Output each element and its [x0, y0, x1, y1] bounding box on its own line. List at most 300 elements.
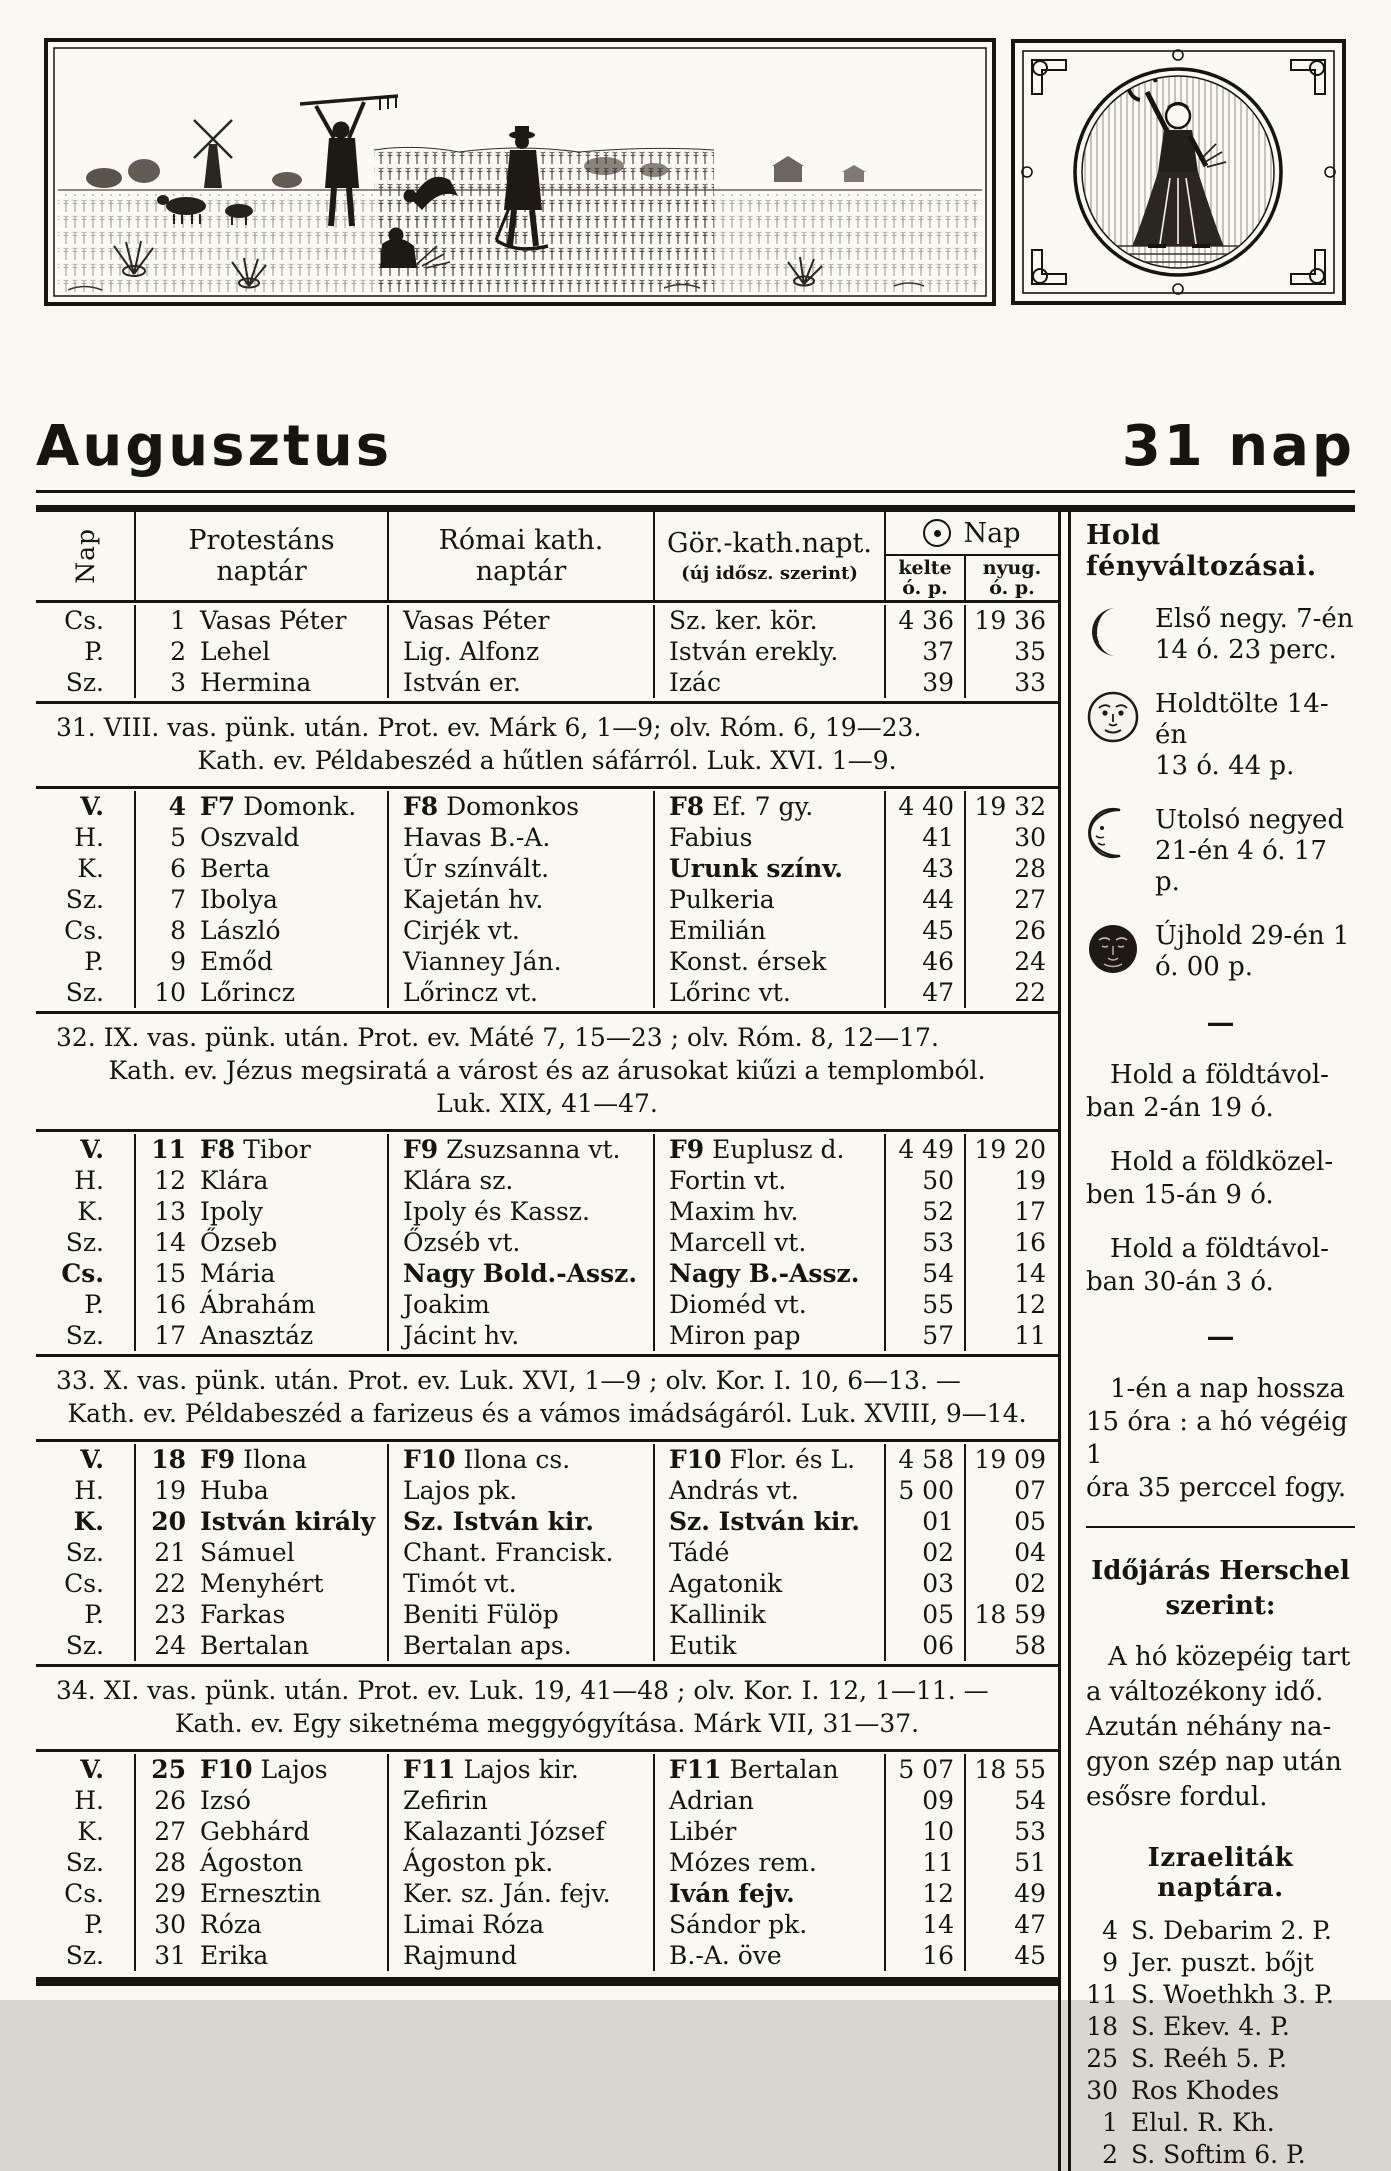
name-text: F8 [403, 792, 439, 821]
day-count: 31 nap [1121, 414, 1355, 479]
name-text: Flor. és L. [721, 1445, 856, 1474]
sunrise-cell: 03 [886, 1568, 966, 1599]
sunrise-cell: 57 [886, 1320, 966, 1351]
protestant-cell [136, 1940, 389, 1971]
entry-day-number: 25 [1086, 2044, 1118, 2073]
roman-catholic-cell [389, 791, 655, 822]
day-abbrev: V. [36, 791, 136, 822]
day-number: 31 [154, 1941, 186, 1970]
protestant-cell [136, 667, 389, 698]
name-text: F8 [200, 1135, 236, 1164]
name-text: Euplusz d. [704, 1135, 845, 1164]
name-text: Ilona cs. [455, 1445, 571, 1474]
day-abbrev: P. [36, 1909, 136, 1940]
entry-day-number: 9 [1102, 1948, 1118, 1977]
entry-text: Ros Khodes [1131, 2076, 1280, 2105]
table-row [36, 1909, 1058, 1940]
sunset-cell: 54 [1014, 1786, 1046, 1815]
name-text: Emilián [669, 916, 766, 945]
table-row [36, 1196, 1058, 1227]
greek-catholic-cell [655, 1909, 886, 1940]
protestant-cell [136, 822, 389, 853]
roman-catholic-cell [389, 605, 655, 636]
sunset-cell: 19 20 [974, 1135, 1046, 1164]
israelite-calendar-entry [1086, 2043, 1355, 2075]
roman-catholic-cell [389, 1940, 655, 1971]
day-number: 2 [170, 637, 186, 666]
greek-catholic-cell [655, 1878, 886, 1909]
name-text: Ibolya [200, 885, 278, 914]
protestant-cell [136, 1196, 389, 1227]
name-text: Zsuzsanna vt. [438, 1135, 621, 1164]
entry-day-number: 11 [1086, 1980, 1118, 2009]
sunset-cell: 30 [1014, 823, 1046, 852]
greek-catholic-cell [655, 853, 886, 884]
name-text: Nagy B.-Assz. [669, 1259, 860, 1288]
name-text: Sámuel [200, 1538, 295, 1567]
name-text: Klára [200, 1166, 269, 1195]
day-number: 30 [154, 1910, 186, 1939]
day-number: 3 [170, 668, 186, 697]
day-abbrev: K. [36, 1196, 136, 1227]
name-text: László [200, 916, 281, 945]
sunset-cell: 22 [1014, 978, 1046, 1007]
sunset-cell: 47 [1014, 1910, 1046, 1939]
name-text: F10 [403, 1445, 456, 1474]
day-number: 7 [170, 885, 186, 914]
roman-catholic-cell [389, 853, 655, 884]
name-text: Anasztáz [200, 1321, 314, 1350]
sunset-cell: 04 [1014, 1538, 1046, 1567]
sunset-cell: 05 [1014, 1507, 1046, 1536]
table-row [36, 915, 1058, 946]
sunrise-cell: 11 [886, 1847, 966, 1878]
first-quarter-moon-icon [1086, 605, 1140, 659]
header-roman-catholic: Római kath. naptár [389, 512, 655, 600]
sunset-cell: 11 [1014, 1321, 1046, 1350]
name-text: Nagy Bold.-Assz. [403, 1259, 638, 1288]
name-text: Iván fejv. [669, 1879, 795, 1908]
protestant-cell [136, 977, 389, 1008]
roman-catholic-cell [389, 1258, 655, 1289]
day-number: 18 [151, 1445, 186, 1474]
name-text: Huba [200, 1476, 269, 1505]
day-number: 19 [154, 1476, 186, 1505]
name-text: Tádé [669, 1538, 730, 1567]
name-text: Lőrincz vt. [403, 978, 538, 1007]
sunset-cell: 19 32 [974, 792, 1046, 821]
name-text: Kajetán hv. [403, 885, 544, 914]
protestant-cell [136, 1134, 389, 1165]
sunrise-cell: 06 [886, 1630, 966, 1661]
greek-catholic-cell [655, 1475, 886, 1506]
name-text: Ipoly és Kassz. [403, 1197, 590, 1226]
greek-catholic-cell [655, 1320, 886, 1351]
name-text: Őzseb [200, 1228, 278, 1257]
roman-catholic-cell [389, 1196, 655, 1227]
day-abbrev: P. [36, 946, 136, 977]
moon-phase-item: Első negy. 7-én 14 ó. 23 perc. [1086, 604, 1355, 666]
protestant-cell [136, 1506, 389, 1537]
header-day-label: Nap [70, 528, 100, 584]
protestant-cell [136, 1537, 389, 1568]
day-abbrev: Cs. [36, 1568, 136, 1599]
entry-text: S. Woethkh 3. P. [1131, 1980, 1334, 2009]
day-number: 29 [154, 1879, 186, 1908]
name-text: Menyhért [200, 1569, 324, 1598]
greek-catholic-cell [655, 605, 886, 636]
week-rows [36, 1442, 1058, 1664]
table-row [36, 1258, 1058, 1289]
moon-phase-item: Holdtölte 14-én 13 ó. 44 p. [1086, 689, 1355, 782]
name-text: Domonkos [438, 792, 580, 821]
name-text: Jácint hv. [403, 1321, 520, 1350]
day-number: 28 [154, 1848, 186, 1877]
table-row [36, 1134, 1058, 1165]
name-text: F8 [669, 792, 705, 821]
header-sunrise: kelte ó. p. [886, 556, 966, 600]
day-abbrev: Sz. [36, 1537, 136, 1568]
sunrise-cell: 52 [886, 1196, 966, 1227]
sunrise-cell: 4 36 [886, 605, 966, 636]
israelite-calendar-entry [1086, 2139, 1355, 2171]
table-row [36, 1506, 1058, 1537]
name-text: Lőrincz [200, 978, 295, 1007]
week-note [36, 1354, 1058, 1442]
table-row [36, 605, 1058, 636]
day-abbrev: P. [36, 1289, 136, 1320]
table-row [36, 667, 1058, 698]
greek-catholic-cell [655, 1444, 886, 1475]
table-row [36, 1878, 1058, 1909]
name-text: Fortin vt. [669, 1166, 787, 1195]
weather-forecast: A hó közepéig tart a változékony idő. Azután néhány na- gyon szép nap után esősre fordul. [1086, 1642, 1351, 1812]
name-text: F9 [200, 1445, 236, 1474]
calendar-main [36, 490, 1355, 2171]
day-number: 17 [154, 1321, 186, 1350]
protestant-cell [136, 1320, 389, 1351]
name-text: Ef. 7 gy. [704, 792, 814, 821]
protestant-cell [136, 1444, 389, 1475]
name-text: Vasas Péter [200, 606, 347, 635]
name-text: Ilona [235, 1445, 308, 1474]
roman-catholic-cell [389, 667, 655, 698]
sunset-cell: 17 [1014, 1197, 1046, 1226]
day-number: 8 [170, 916, 186, 945]
greek-catholic-cell [655, 1568, 886, 1599]
name-text: Ernesztin [200, 1879, 322, 1908]
name-text: Libér [669, 1817, 737, 1846]
header-sun [886, 512, 1058, 600]
roman-catholic-cell [389, 1785, 655, 1816]
day-number: 13 [154, 1197, 186, 1226]
name-text: Lajos [252, 1755, 328, 1784]
table-row [36, 1785, 1058, 1816]
day-number: 20 [151, 1507, 186, 1536]
day-number: 25 [151, 1755, 186, 1784]
name-text: Vianney Ján. [403, 947, 562, 976]
greek-catholic-cell [655, 946, 886, 977]
week-note [36, 1664, 1058, 1752]
name-text: Pulkeria [669, 885, 775, 914]
protestant-cell [136, 1909, 389, 1940]
name-text: Ipoly [200, 1197, 264, 1226]
name-text: Adrian [669, 1786, 755, 1815]
roman-catholic-cell [389, 1134, 655, 1165]
header-sunset: nyug. ó. p. [982, 557, 1042, 599]
protestant-cell [136, 1568, 389, 1599]
roman-catholic-cell [389, 1847, 655, 1878]
day-number: 10 [154, 978, 186, 1007]
sunrise-cell: 02 [886, 1537, 966, 1568]
greek-catholic-cell [655, 1537, 886, 1568]
greek-catholic-cell [655, 1258, 886, 1289]
greek-catholic-cell [655, 791, 886, 822]
protestant-cell [136, 1289, 389, 1320]
sunrise-cell: 16 [886, 1940, 966, 1971]
day-abbrev: P. [36, 1599, 136, 1630]
table-row [36, 1227, 1058, 1258]
name-text: Kallinik [669, 1600, 766, 1629]
name-text: Lajos kir. [455, 1755, 579, 1784]
entry-text: S. Debarim 2. P. [1131, 1916, 1332, 1945]
name-text: István király [200, 1507, 376, 1536]
top-double-rule [36, 490, 1355, 512]
table-sidebar-divider [1058, 512, 1071, 2171]
sunset-cell: 51 [1014, 1848, 1046, 1877]
name-text: F9 [669, 1135, 705, 1164]
name-text: Emőd [200, 947, 274, 976]
greek-catholic-cell [655, 1785, 886, 1816]
table-row [36, 1754, 1058, 1785]
week-note-line: Kath. ev. Példabeszéd a farizeus és a vámos imádságáról. Luk. XVIII, 9—14. [67, 1399, 1027, 1428]
day-abbrev: V. [36, 1444, 136, 1475]
name-text: Rajmund [403, 1941, 517, 1970]
day-number: 26 [154, 1786, 186, 1815]
greek-catholic-cell [655, 1196, 886, 1227]
week-rows [36, 1132, 1058, 1354]
roman-catholic-cell [389, 1320, 655, 1351]
protestant-cell [136, 915, 389, 946]
name-text: András vt. [669, 1476, 799, 1505]
greek-catholic-cell [655, 1506, 886, 1537]
day-abbrev: Sz. [36, 1940, 136, 1971]
sunset-cell: 14 [1014, 1259, 1046, 1288]
roman-catholic-cell [389, 1475, 655, 1506]
name-text: Lehel [200, 637, 271, 666]
greek-catholic-cell [655, 667, 886, 698]
sun-header: Nap [886, 512, 1058, 556]
day-number: 9 [170, 947, 186, 976]
table-row [36, 1630, 1058, 1661]
sunset-cell: 12 [1014, 1290, 1046, 1319]
name-text: Mózes rem. [669, 1848, 817, 1877]
separator-dash: — [1206, 1320, 1235, 1353]
sunrise-cell: 4 58 [886, 1444, 966, 1475]
day-number: 5 [170, 823, 186, 852]
name-text: Tibor [235, 1135, 311, 1164]
entry-day-number: 30 [1086, 2076, 1118, 2105]
protestant-cell [136, 1599, 389, 1630]
roman-catholic-cell [389, 1599, 655, 1630]
israelite-calendar-entry [1086, 2075, 1355, 2107]
sunset-cell: 26 [1014, 916, 1046, 945]
table-header [36, 512, 1058, 603]
entry-text: S. Ekev. 4. P. [1131, 2012, 1290, 2041]
moon-apogee-note: Hold a földtávol- ban 2-án 19 ó. [1086, 1060, 1329, 1123]
sunset-cell: 28 [1014, 854, 1046, 883]
moon-perigee-note: Hold a földközel- ben 15-án 9 ó. [1086, 1147, 1334, 1210]
sunrise-cell: 05 [886, 1599, 966, 1630]
name-text: Cirjék vt. [403, 916, 520, 945]
greek-catholic-cell [655, 977, 886, 1008]
name-text: Sz. István kir. [669, 1507, 860, 1536]
roman-catholic-cell [389, 977, 655, 1008]
day-number: 1 [170, 606, 186, 635]
table-row [36, 853, 1058, 884]
moon-phase-item: Utolsó negyed 21-én 4 ó. 17 p. [1086, 805, 1355, 898]
greek-catholic-cell [655, 1134, 886, 1165]
sunrise-cell: 54 [886, 1258, 966, 1289]
name-text: Lajos pk. [403, 1476, 518, 1505]
sunset-cell: 49 [1014, 1879, 1046, 1908]
sunset-cell: 19 [1014, 1166, 1046, 1195]
name-text: Mária [200, 1259, 276, 1288]
greek-catholic-cell [655, 1816, 886, 1847]
greek-catholic-cell [655, 1599, 886, 1630]
week-note-line: 31. VIII. vas. pünk. után. Prot. ev. Márk 6, 1—9; olv. Róm. 6, 19—23. [56, 713, 922, 742]
name-text: Lőrinc vt. [669, 978, 791, 1007]
day-abbrev: H. [36, 1475, 136, 1506]
week-note [36, 1011, 1058, 1132]
roman-catholic-cell [389, 1165, 655, 1196]
name-text: István erekly. [669, 637, 839, 666]
name-text: Erika [200, 1941, 269, 1970]
calendar-table [36, 512, 1058, 2171]
day-abbrev: Cs. [36, 1258, 136, 1289]
day-abbrev: V. [36, 1134, 136, 1165]
name-text: Beniti Fülöp [403, 1600, 559, 1629]
day-number: 15 [154, 1259, 186, 1288]
table-row [36, 1475, 1058, 1506]
name-text: Lig. Alfonz [403, 637, 540, 666]
day-abbrev: Sz. [36, 667, 136, 698]
sunrise-cell: 10 [886, 1816, 966, 1847]
week-note-line: Luk. XIX, 41—47. [436, 1089, 658, 1118]
entry-day-number: 1 [1102, 2108, 1118, 2137]
sunset-cell: 19 36 [974, 606, 1046, 635]
entry-text: S. Softim 6. P. [1131, 2140, 1306, 2169]
roman-catholic-cell [389, 1444, 655, 1475]
greek-catholic-cell [655, 1289, 886, 1320]
table-row [36, 822, 1058, 853]
roman-catholic-cell [389, 1506, 655, 1537]
sidebar-rule [1086, 1526, 1355, 1528]
name-text: Sz. István kir. [403, 1507, 594, 1536]
entry-day-number: 4 [1102, 1916, 1118, 1945]
name-text: F11 [669, 1755, 722, 1784]
entry-text: S. Reéh 5. P. [1131, 2044, 1288, 2073]
day-length-note: 1-én a nap hossza 15 óra : a hó végéig 1 óra 35 perccel fogy. [1086, 1374, 1348, 1503]
table-row [36, 1847, 1058, 1878]
protestant-cell [136, 853, 389, 884]
day-abbrev: H. [36, 1785, 136, 1816]
greek-catholic-cell [655, 822, 886, 853]
day-number: 23 [154, 1600, 186, 1629]
protestant-cell [136, 1816, 389, 1847]
protestant-cell [136, 605, 389, 636]
roman-catholic-cell [389, 946, 655, 977]
table-row [36, 791, 1058, 822]
name-text: B.-A. öve [669, 1941, 782, 1970]
day-abbrev: P. [36, 636, 136, 667]
week-note [36, 701, 1058, 789]
protestant-cell [136, 1847, 389, 1878]
day-abbrev: K. [36, 853, 136, 884]
table-row [36, 946, 1058, 977]
name-text: Bertalan [200, 1631, 310, 1660]
entry-text: Jer. puszt. bőjt [1131, 1948, 1314, 1977]
sunrise-cell: 5 07 [886, 1754, 966, 1785]
sun-icon [923, 519, 951, 547]
protestant-cell [136, 1475, 389, 1506]
name-text: Berta [200, 854, 271, 883]
name-text: Marcell vt. [669, 1228, 807, 1257]
day-abbrev: K. [36, 1816, 136, 1847]
bottom-rule [36, 1977, 1058, 1986]
table-row [36, 884, 1058, 915]
protestant-cell [136, 1878, 389, 1909]
table-row [36, 1165, 1058, 1196]
sunrise-cell: 01 [886, 1506, 966, 1537]
day-abbrev: H. [36, 822, 136, 853]
protestant-cell [136, 791, 389, 822]
roman-catholic-cell [389, 1568, 655, 1599]
entry-day-number: 2 [1102, 2140, 1118, 2169]
sunset-cell: 07 [1014, 1476, 1046, 1505]
weather-heading: Időjárás Herschel szerint: [1091, 1556, 1350, 1621]
name-text: F9 [403, 1135, 439, 1164]
name-text: Őzséb vt. [403, 1228, 521, 1257]
day-abbrev: Sz. [36, 884, 136, 915]
roman-catholic-cell [389, 1537, 655, 1568]
week-note-line: 32. IX. vas. pünk. után. Prot. ev. Máté 7, 15—23 ; olv. Róm. 8, 12—17. [56, 1023, 939, 1052]
calendar-body [36, 603, 1058, 1974]
name-text: István er. [403, 668, 521, 697]
name-text: Eutik [669, 1631, 737, 1660]
month-title-row [36, 414, 1355, 479]
header-artwork [44, 38, 1347, 306]
moon-apogee-note-2: Hold a földtávol- ban 30-án 3 ó. [1086, 1234, 1329, 1297]
name-text: Limai Róza [403, 1910, 545, 1939]
name-text: F10 [200, 1755, 253, 1784]
week-rows [36, 789, 1058, 1011]
greek-catholic-cell [655, 884, 886, 915]
table-row [36, 636, 1058, 667]
day-abbrev: Sz. [36, 1320, 136, 1351]
day-abbrev: Cs. [36, 915, 136, 946]
name-text: Izsó [200, 1786, 251, 1815]
sunset-cell: 45 [1014, 1941, 1046, 1970]
name-text: Agatonik [669, 1569, 783, 1598]
sunset-cell: 16 [1014, 1228, 1046, 1257]
greek-catholic-cell [655, 1630, 886, 1661]
name-text: Dioméd vt. [669, 1290, 807, 1319]
header-day-col [36, 512, 136, 600]
sunrise-cell: 55 [886, 1289, 966, 1320]
header-protestant: Protestáns naptár [136, 512, 389, 600]
greek-catholic-cell [655, 1165, 886, 1196]
